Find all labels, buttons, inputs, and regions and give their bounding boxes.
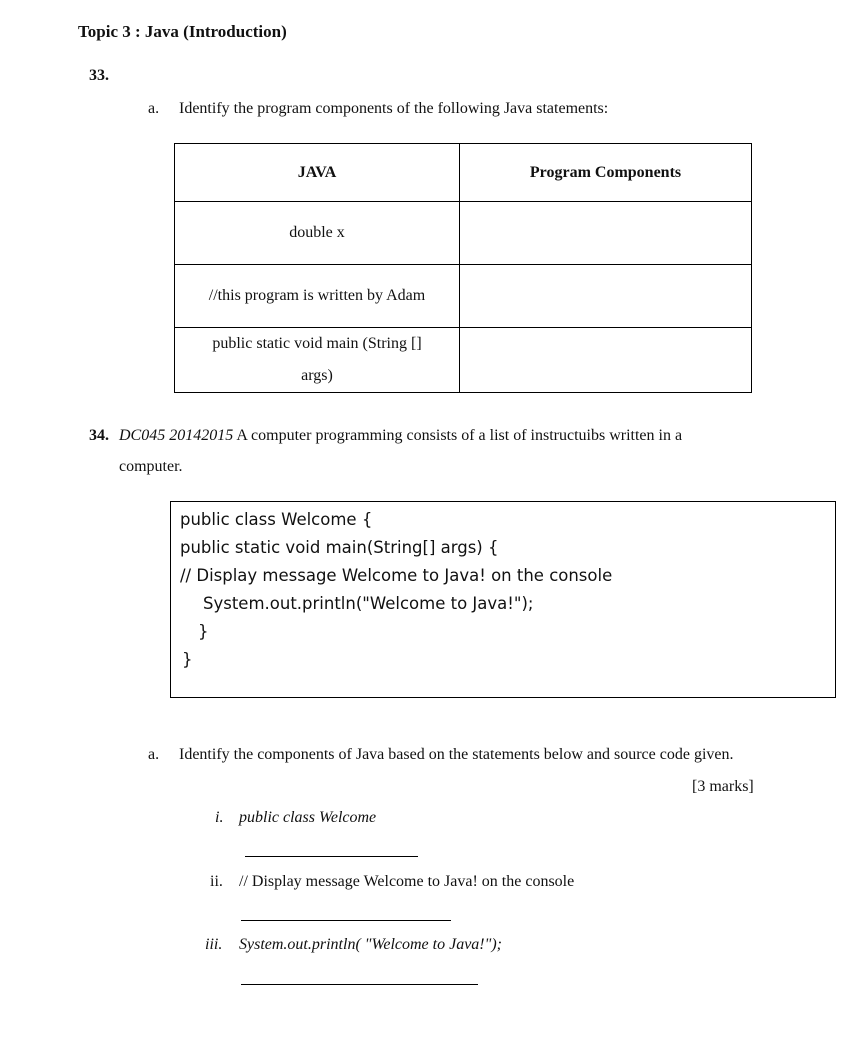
q34-part-a-label: a. [148, 746, 160, 763]
header-program-components: Program Components [460, 144, 752, 202]
question-34-number: 34. [89, 427, 109, 444]
code-line: public class Welcome { [180, 510, 373, 529]
answer-blank[interactable] [241, 984, 478, 985]
q34-part-a-text: Identify the components of Java based on the statements below and source code given. [179, 746, 734, 763]
item-text: System.out.println( "Welcome to Java!"); [239, 936, 502, 953]
component-answer-cell [460, 202, 752, 265]
header-java: JAVA [175, 144, 460, 202]
code-line: } [198, 622, 209, 641]
code-line: } [182, 650, 193, 669]
component-answer-cell [460, 328, 752, 393]
table-row [175, 202, 752, 265]
code-line: public static void main(String[] args) { [180, 538, 499, 557]
q34-text [119, 427, 682, 445]
answer-blank[interactable] [241, 920, 451, 921]
item-numeral: iii. [205, 936, 223, 953]
source-code-box [170, 501, 836, 698]
q34-text-line2: computer. [119, 458, 183, 475]
java-statement-cell: //this program is written by Adam [175, 265, 460, 328]
java-statement-cell: double x [175, 202, 460, 265]
q33-part-a-text: Identify the program components of the following Java statements: [179, 100, 609, 117]
q34-code-ref: DC045 20142015 [119, 427, 234, 444]
answer-blank[interactable] [245, 856, 418, 857]
table-header-row [175, 144, 752, 202]
code-line: // Display message Welcome to Java! on the console [180, 566, 613, 585]
java-statement-line: args) [301, 367, 333, 384]
java-statement-line: public static void main (String [] [212, 335, 422, 352]
q33-part-a-label: a. [148, 100, 160, 117]
java-statement-cell [175, 328, 460, 393]
marks-label: [3 marks] [692, 778, 754, 795]
item-numeral: i. [215, 809, 224, 826]
item-numeral: ii. [210, 873, 223, 890]
table-row [175, 265, 752, 328]
q34-text-line1: A computer programming consists of a list of instructuibs written in a [236, 427, 683, 444]
component-answer-cell [460, 265, 752, 328]
item-text: public class Welcome [239, 809, 377, 826]
table-row [175, 328, 752, 393]
topic-title: Topic 3 : Java (Introduction) [78, 22, 287, 41]
item-text: // Display message Welcome to Java! on the console [239, 873, 575, 890]
code-line: System.out.println("Welcome to Java!"); [203, 594, 534, 613]
components-table [174, 143, 752, 393]
question-33-number: 33. [89, 67, 109, 84]
